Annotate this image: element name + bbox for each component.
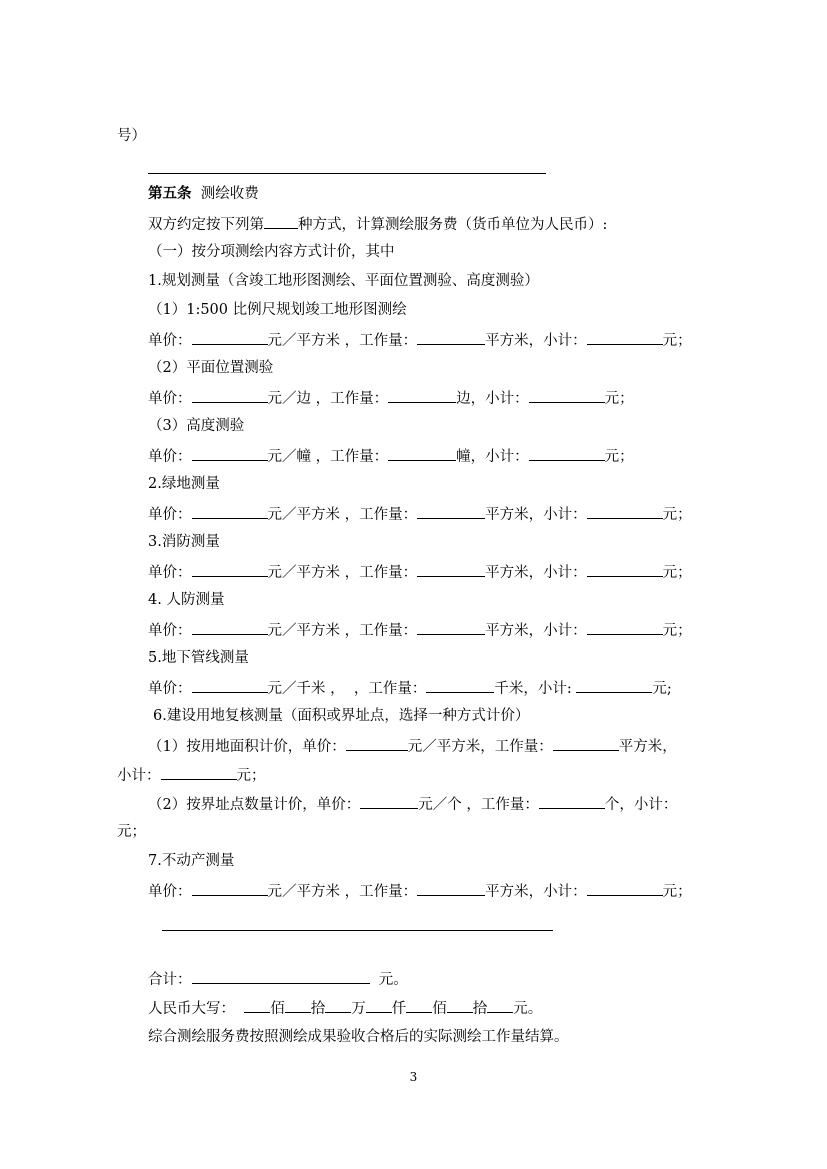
subtotal-blank[interactable] bbox=[587, 329, 663, 345]
item1-2-heading: （2）平面位置测验 bbox=[148, 360, 274, 376]
item6-1-text-c: 平方米， bbox=[618, 739, 677, 755]
workload-blank[interactable] bbox=[426, 677, 494, 693]
item6-2-text-c: 个，小计： bbox=[604, 797, 678, 813]
unit-price-blank[interactable] bbox=[192, 329, 268, 345]
total-blank[interactable] bbox=[192, 968, 370, 984]
item5-fee-line: 单价： 元／千米 ， ，工作量： 千米，小计: 元; bbox=[148, 677, 672, 697]
unit-price-blank[interactable] bbox=[192, 503, 268, 519]
item6-1-line bbox=[148, 735, 677, 755]
unit-label: 元／平方米 bbox=[267, 333, 340, 349]
item3-fee-line bbox=[148, 561, 692, 581]
item4-heading: 4. 人防测量 bbox=[148, 592, 225, 608]
unit-price-blank[interactable] bbox=[192, 880, 268, 896]
unit-price-blank[interactable] bbox=[192, 561, 268, 577]
rmb-unit: 元。 bbox=[513, 1001, 543, 1017]
subtotal-label: ，小计： bbox=[528, 565, 587, 581]
section-heading bbox=[148, 184, 259, 204]
rmb-unit: 拾 bbox=[310, 1001, 326, 1017]
subtotal-label: 小计： bbox=[117, 768, 161, 784]
unit-price-blank[interactable] bbox=[192, 619, 268, 635]
subtotal-unit: 元； bbox=[662, 565, 692, 581]
rmb-blank[interactable] bbox=[447, 997, 473, 1013]
subtotal-unit: 元； bbox=[604, 391, 634, 407]
unit-price-label: 单价： bbox=[148, 565, 192, 581]
total-unit: 元。 bbox=[378, 972, 408, 988]
method-blank[interactable] bbox=[264, 213, 298, 229]
workload-blank[interactable] bbox=[417, 561, 485, 577]
workload-blank[interactable] bbox=[539, 793, 605, 809]
workload-label: ，工作量： bbox=[353, 681, 427, 697]
subtotal-blank[interactable] bbox=[587, 880, 663, 896]
item1-3-fee-line bbox=[148, 445, 634, 465]
item6-2-text-b: 元／个 ，工作量： bbox=[418, 797, 539, 813]
subtotal-unit: 元; bbox=[652, 681, 672, 697]
item6-1-text-a: （1）按用地面积计价，单价： bbox=[148, 739, 346, 755]
subtotal-unit: 元； bbox=[236, 768, 266, 784]
item1-1-fee-line bbox=[148, 329, 692, 349]
subtotal-unit: 元； bbox=[662, 333, 692, 349]
workload-blank[interactable] bbox=[553, 735, 619, 751]
subtotal-blank[interactable] bbox=[161, 764, 237, 780]
workload-blank[interactable] bbox=[388, 387, 456, 403]
unit-label: 元／平方米 bbox=[267, 507, 340, 523]
rmb-line bbox=[148, 997, 542, 1017]
unit-label: 元／千米 bbox=[267, 681, 326, 697]
unit-price-label: 单价： bbox=[148, 884, 192, 900]
subtotal-unit: 元； bbox=[604, 449, 634, 465]
workload-blank[interactable] bbox=[388, 445, 456, 461]
rmb-blank[interactable] bbox=[487, 997, 513, 1013]
unit-price-blank[interactable] bbox=[346, 735, 408, 751]
workload-unit: 边 bbox=[456, 391, 471, 407]
workload-label: ，工作量： bbox=[344, 333, 418, 349]
subtotal-label: ，小计: bbox=[523, 681, 572, 697]
subtotal-unit: 元； bbox=[662, 507, 692, 523]
item6-1-text-b: 元／平方米，工作量： bbox=[407, 739, 553, 755]
workload-label: ，工作量： bbox=[315, 449, 389, 465]
subtotal-label: ，小计： bbox=[470, 449, 529, 465]
unit-price-label: 单价： bbox=[148, 333, 192, 349]
subtotal-blank[interactable] bbox=[529, 445, 605, 461]
intro-text-b: 种方式，计算测绘服务费（货币单位为人民币）: bbox=[298, 217, 608, 233]
subtotal-label: ，小计： bbox=[470, 391, 529, 407]
unit-price-blank[interactable] bbox=[192, 387, 268, 403]
unit-price-label: 单价： bbox=[148, 623, 192, 639]
rmb-blank[interactable] bbox=[325, 997, 351, 1013]
subtotal-blank[interactable] bbox=[576, 677, 652, 693]
rmb-label: 人民币大写： bbox=[148, 1001, 235, 1017]
subtotal-blank[interactable] bbox=[529, 387, 605, 403]
item7-fee-line bbox=[148, 880, 692, 900]
unit-label: 元／平方米 bbox=[267, 884, 340, 900]
item7-heading: 7.不动产测量 bbox=[148, 853, 235, 869]
workload-unit: 平方米 bbox=[485, 333, 529, 349]
settlement-text: 综合测绘服务费按照测绘成果验收合格后的实际测绘工作量结算。 bbox=[148, 1029, 569, 1045]
workload-unit: 平方米 bbox=[485, 565, 529, 581]
item1-heading: 1.规划测量（含竣工地形图测绘、平面位置测验、高度测验） bbox=[148, 273, 539, 289]
subtotal-label: ，小计： bbox=[528, 884, 587, 900]
unit-price-blank[interactable] bbox=[192, 677, 268, 693]
workload-unit: 幢 bbox=[456, 449, 471, 465]
item6-2-subtotal-line: 元； bbox=[117, 824, 146, 840]
intro-line bbox=[148, 213, 607, 233]
unit-label: 元／平方米 bbox=[267, 623, 340, 639]
subtotal-blank[interactable] bbox=[587, 503, 663, 519]
item1-1-heading: （1）1:500 比例尺规划竣工地形图测绘 bbox=[148, 302, 407, 318]
unit-price-label: 单价： bbox=[148, 391, 192, 407]
intro-text-a: 双方约定按下列第 bbox=[148, 217, 264, 233]
subtotal-label: ，小计： bbox=[528, 507, 587, 523]
workload-unit: 平方米 bbox=[485, 884, 529, 900]
rmb-unit: 佰 bbox=[432, 1001, 447, 1017]
item6-2-line bbox=[148, 793, 677, 813]
rmb-blank[interactable] bbox=[366, 997, 392, 1013]
workload-label: ，工作量： bbox=[344, 884, 418, 900]
workload-blank[interactable] bbox=[417, 503, 485, 519]
unit-price-blank[interactable] bbox=[360, 793, 418, 809]
workload-blank[interactable] bbox=[417, 880, 485, 896]
item3-heading: 3.消防测量 bbox=[148, 534, 220, 550]
workload-label: ，工作量： bbox=[344, 565, 418, 581]
subtotal-unit: 元； bbox=[662, 884, 692, 900]
blank-line-top bbox=[148, 173, 546, 174]
total-label: 合计： bbox=[148, 972, 192, 988]
item6-1-subtotal-line bbox=[117, 764, 266, 784]
top-fragment: 号） bbox=[117, 128, 146, 144]
rmb-unit: 佰 bbox=[270, 1001, 285, 1017]
unit-price-label: 单价： bbox=[148, 449, 192, 465]
method1-line: （一）按分项测绘内容方式计价，其中 bbox=[148, 244, 395, 260]
item2-fee-line bbox=[148, 503, 692, 523]
unit-label: 元／边 bbox=[267, 391, 311, 407]
unit-label: 元／幢 bbox=[267, 449, 311, 465]
item6-heading: 6.建设用地复核测量（面积或界址点，选择一种方式计价） bbox=[153, 708, 530, 724]
subtotal-blank[interactable] bbox=[587, 561, 663, 577]
workload-blank[interactable] bbox=[417, 619, 485, 635]
section-name: 测绘收费 bbox=[200, 186, 259, 202]
subtotal-blank[interactable] bbox=[587, 619, 663, 635]
workload-label: ，工作量： bbox=[315, 391, 389, 407]
section-title: 第五条 bbox=[148, 185, 192, 202]
subtotal-label: ，小计： bbox=[528, 623, 587, 639]
blank-line-bottom bbox=[162, 930, 553, 931]
workload-unit: 平方米 bbox=[485, 623, 529, 639]
unit-price-blank[interactable] bbox=[192, 445, 268, 461]
workload-label: ，工作量： bbox=[344, 507, 418, 523]
rmb-unit: 拾 bbox=[472, 1001, 488, 1017]
workload-unit: 平方米 bbox=[485, 507, 529, 523]
item1-2-fee-line bbox=[148, 387, 634, 407]
page-number: 3 bbox=[409, 1070, 418, 1084]
unit-price-label: 单价： bbox=[148, 681, 192, 697]
rmb-unit: 万 bbox=[351, 1001, 366, 1017]
rmb-blank[interactable] bbox=[285, 997, 311, 1013]
subtotal-label: ，小计： bbox=[528, 333, 587, 349]
subtotal-unit: 元； bbox=[662, 623, 692, 639]
workload-unit: 千米 bbox=[494, 681, 524, 697]
item4-fee-line bbox=[148, 619, 692, 639]
unit-label: 元／平方米 bbox=[267, 565, 340, 581]
total-line bbox=[148, 968, 408, 988]
workload-label: ，工作量： bbox=[344, 623, 418, 639]
rmb-unit: 仟 bbox=[391, 1001, 407, 1017]
item6-2-text-a: （2）按界址点数量计价，单价： bbox=[148, 797, 361, 813]
unit-price-label: 单价： bbox=[148, 507, 192, 523]
rmb-blank[interactable] bbox=[406, 997, 432, 1013]
item2-heading: 2.绿地测量 bbox=[148, 476, 220, 492]
workload-blank[interactable] bbox=[417, 329, 485, 345]
item5-heading: 5.地下管线测量 bbox=[148, 650, 249, 666]
rmb-blank[interactable] bbox=[244, 997, 270, 1013]
item1-3-heading: （3）高度测验 bbox=[148, 418, 245, 434]
